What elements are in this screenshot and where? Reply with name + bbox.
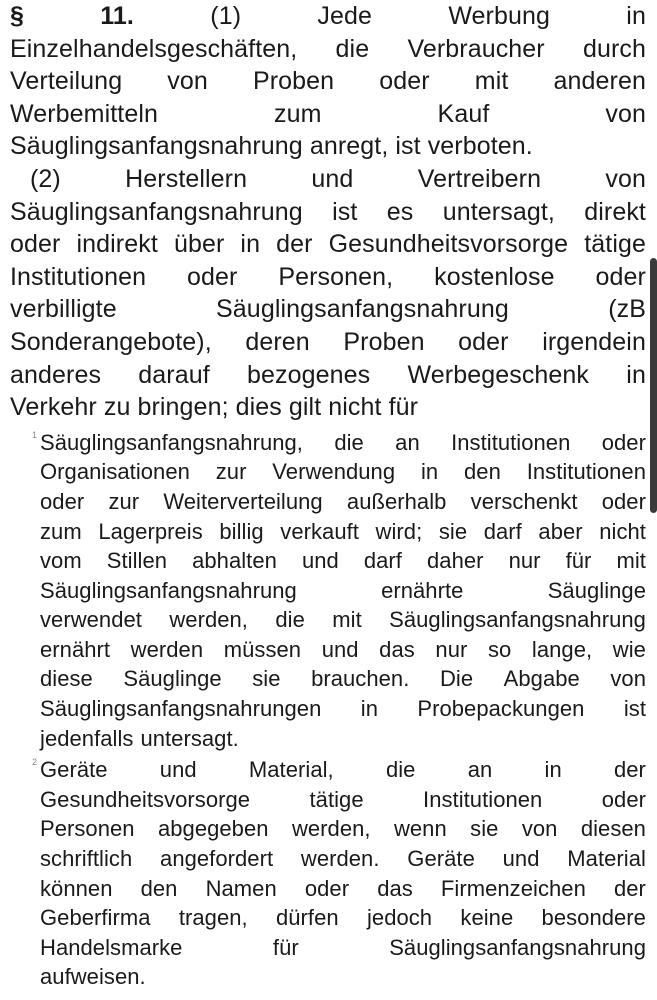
word: diese	[40, 666, 93, 692]
word: Säuglingsanfangsnahrung	[389, 607, 646, 633]
word: Säuglingsanfangsnahrung	[10, 132, 303, 161]
word: mit	[474, 67, 509, 96]
word: Institutionen	[423, 786, 543, 812]
word: den	[140, 875, 178, 901]
word: Geberfirma	[40, 905, 151, 931]
word: untersagt,	[442, 197, 555, 226]
word: Geräte	[407, 846, 475, 872]
word: anderes	[10, 360, 102, 389]
word: (zB	[608, 295, 646, 324]
word: in	[420, 459, 439, 485]
item-marker: 1	[32, 429, 38, 440]
word: tätige	[584, 230, 646, 259]
word: untersagt.	[140, 725, 239, 751]
word: oder	[40, 488, 85, 514]
word: keine	[460, 905, 514, 931]
word: Säuglingsanfangsnahrung	[40, 577, 297, 603]
word: der	[613, 757, 646, 783]
word: Institutionen	[451, 429, 571, 455]
word: oder	[601, 786, 646, 812]
word: (1)	[210, 2, 242, 30]
text-line	[10, 844, 646, 874]
word: durch	[582, 34, 646, 63]
text-line	[10, 33, 646, 66]
text-line	[10, 694, 646, 724]
word: jedenfalls	[40, 725, 134, 751]
word: werden	[130, 636, 204, 662]
word: Proben	[252, 67, 335, 96]
word: ist	[623, 696, 646, 722]
word: tätige	[309, 786, 364, 812]
word: wenn	[393, 816, 447, 842]
word: ist	[395, 132, 421, 161]
word: angefordert	[160, 846, 274, 872]
word: kostenlose	[434, 262, 555, 291]
word: Säuglingsanfangsnahrung	[216, 295, 509, 324]
word: anregt,	[309, 132, 389, 161]
text-line	[10, 576, 646, 606]
word: Material	[567, 846, 646, 872]
word: wie	[612, 636, 646, 662]
word: Werbemitteln	[10, 99, 159, 128]
legal-text	[10, 0, 646, 992]
word: Kauf	[437, 99, 490, 128]
word: Verteilung	[10, 67, 123, 96]
word: zum	[40, 518, 82, 544]
word: Abgabe	[503, 666, 580, 692]
word: mit	[616, 548, 646, 574]
word: und	[159, 757, 197, 783]
text-line	[10, 814, 646, 844]
word: Personen,	[278, 262, 394, 291]
word: Stillen	[106, 548, 168, 574]
word: Säuglingsanfangsnahrung	[389, 934, 646, 960]
word: an	[467, 757, 493, 783]
word: Material,	[248, 757, 334, 783]
word: Verwendung	[272, 459, 396, 485]
word: nur	[435, 636, 468, 662]
word: oder	[458, 327, 509, 356]
word: außerhalb	[346, 488, 447, 514]
word: mit	[332, 607, 362, 633]
word: von	[605, 164, 646, 193]
paragraph-1	[10, 0, 646, 163]
word: Säuglingsanfangsnahrungen	[40, 696, 322, 722]
word: Werbung	[448, 2, 551, 30]
word: abgegeben	[157, 816, 269, 842]
word: sie	[252, 666, 281, 692]
word: von	[605, 99, 646, 128]
text-line	[10, 98, 646, 131]
word: Proben	[343, 327, 425, 356]
word: von	[521, 816, 558, 842]
word: oder	[595, 262, 646, 291]
text-line	[10, 962, 646, 992]
word: Säuglingsanfangsnahrung	[10, 197, 303, 226]
word: wird;	[375, 518, 423, 544]
word: Personen	[40, 816, 135, 842]
text-line	[10, 359, 646, 392]
word: in	[240, 230, 261, 259]
word: Gesundheitsvorsorge	[40, 786, 251, 812]
text-line	[10, 517, 646, 547]
word: in	[626, 360, 646, 389]
text-line	[10, 0, 646, 33]
word: deren	[245, 327, 310, 356]
text-line	[10, 933, 646, 963]
word: in	[544, 757, 562, 783]
word: das	[379, 636, 415, 662]
word: verbilligte	[10, 295, 117, 324]
word: Namen	[205, 875, 277, 901]
word: schriftlich	[40, 846, 133, 872]
word: oder	[379, 67, 430, 96]
word: Verbraucher	[407, 34, 545, 63]
word: Gesundheitsvorsorge	[328, 230, 569, 259]
word: zur	[215, 459, 247, 485]
word: nicht	[599, 518, 646, 544]
word: gilt	[288, 393, 322, 422]
word: für	[565, 548, 592, 574]
word: es	[386, 197, 414, 226]
word: und	[502, 846, 540, 872]
word: ernährte	[381, 577, 464, 603]
text-line	[10, 874, 646, 904]
word: Vertreibern	[417, 164, 542, 193]
word: die	[385, 757, 416, 783]
word: indirekt	[76, 230, 158, 259]
word: werden,	[291, 816, 371, 842]
text-line	[10, 391, 646, 424]
word: Lagerpreis	[98, 518, 203, 544]
word: daher	[427, 548, 484, 574]
text-line	[10, 261, 646, 294]
scrollbar-thumb[interactable]	[650, 258, 657, 513]
word: nur	[508, 548, 541, 574]
word: verwendet	[40, 607, 142, 633]
word: lange,	[531, 636, 593, 662]
word: darf	[363, 548, 402, 574]
word: bezogenes	[247, 360, 371, 389]
word: an	[395, 429, 420, 455]
word: nicht	[328, 393, 382, 422]
word: darf	[483, 518, 522, 544]
word: zur	[108, 488, 140, 514]
word: zum	[274, 99, 322, 128]
word: werden.	[300, 846, 380, 872]
word: und	[301, 548, 339, 574]
word: müssen	[223, 636, 302, 662]
item-marker: 2	[32, 757, 38, 768]
word: Weiterverteilung	[163, 488, 323, 514]
word: Werbegeschenk	[407, 360, 590, 389]
word: Jede	[317, 2, 373, 30]
word: abhalten	[192, 548, 277, 574]
text-line	[10, 326, 646, 359]
word: Handelsmarke	[40, 934, 183, 960]
word: in	[360, 696, 378, 722]
word: und	[311, 164, 354, 193]
text-line	[10, 785, 646, 815]
word: ernährt	[40, 636, 111, 662]
word: tragen,	[178, 905, 248, 931]
word: irgendein	[542, 327, 646, 356]
word: aber	[538, 518, 583, 544]
word: oder	[304, 875, 350, 901]
word: die	[335, 34, 370, 63]
word: Herstellern	[125, 164, 248, 193]
paragraph-2	[10, 163, 646, 424]
word: oder	[10, 230, 61, 259]
word: in	[626, 2, 646, 30]
text-line	[10, 487, 646, 517]
text-line	[10, 228, 646, 261]
list-item-1	[10, 428, 646, 754]
word: Säuglinge	[547, 577, 646, 603]
word: die	[334, 429, 364, 455]
word: das	[377, 875, 413, 901]
word: die	[275, 607, 305, 633]
word: von	[167, 67, 208, 96]
text-line	[10, 65, 646, 98]
text-line	[10, 724, 646, 754]
word: für	[272, 934, 299, 960]
text-line	[10, 903, 646, 933]
word: verboten.	[427, 132, 533, 161]
text-line	[10, 130, 646, 163]
text-line	[10, 196, 646, 229]
section-number: 11.	[100, 2, 134, 30]
word: ist	[332, 197, 358, 226]
word: Einzelhandelsgeschäften,	[10, 34, 298, 63]
text-line	[10, 428, 646, 458]
word: Verkehr	[10, 393, 97, 422]
word: anderen	[553, 67, 646, 96]
word: Die	[439, 666, 474, 692]
word: der	[276, 230, 313, 259]
word: verschenkt	[470, 488, 578, 514]
text-line	[10, 293, 646, 326]
word: Institutionen	[10, 262, 147, 291]
paragraph-number: (2)	[30, 164, 61, 193]
word: dürfen	[275, 905, 339, 931]
word: Säuglingsanfangsnahrung,	[40, 429, 303, 455]
word: und	[321, 636, 359, 662]
word: so	[487, 636, 512, 662]
word: oder	[187, 262, 238, 291]
text-line	[10, 635, 646, 665]
word: Organisationen	[40, 459, 190, 485]
word: verkauft	[280, 518, 359, 544]
word: von	[610, 666, 646, 692]
word: Firmenzeichen	[440, 875, 586, 901]
word: oder	[601, 429, 646, 455]
word: der	[613, 875, 646, 901]
word: jedoch	[366, 905, 433, 931]
word: besondere	[541, 905, 646, 931]
text-line	[10, 605, 646, 635]
text-line	[10, 755, 646, 785]
word: billig	[219, 518, 264, 544]
word: werden,	[169, 607, 248, 633]
word: zu	[103, 393, 131, 422]
word: dies	[235, 393, 282, 422]
text-line	[10, 457, 646, 487]
word: Probepackungen	[417, 696, 585, 722]
word: Geräte	[40, 757, 108, 783]
word: oder	[601, 488, 646, 514]
word: sie	[470, 816, 499, 842]
section-sign: §	[10, 2, 25, 30]
word: Institutionen	[526, 459, 646, 485]
word: über	[173, 230, 225, 259]
word: Säuglinge	[123, 666, 222, 692]
word: für	[388, 393, 419, 422]
word: brauchen.	[311, 666, 410, 692]
word: können	[40, 875, 113, 901]
word: diesen	[580, 816, 646, 842]
text-line	[10, 664, 646, 694]
word: direkt	[584, 197, 646, 226]
word: vom	[40, 548, 82, 574]
word: Sonderangebote),	[10, 327, 212, 356]
word: bringen;	[137, 393, 229, 422]
word: aufweisen.	[40, 964, 146, 990]
word: darauf	[138, 360, 210, 389]
word: sie	[438, 518, 468, 544]
text-line	[10, 546, 646, 576]
list-item-2	[10, 755, 646, 992]
text-line	[10, 163, 646, 196]
word: den	[464, 459, 501, 485]
